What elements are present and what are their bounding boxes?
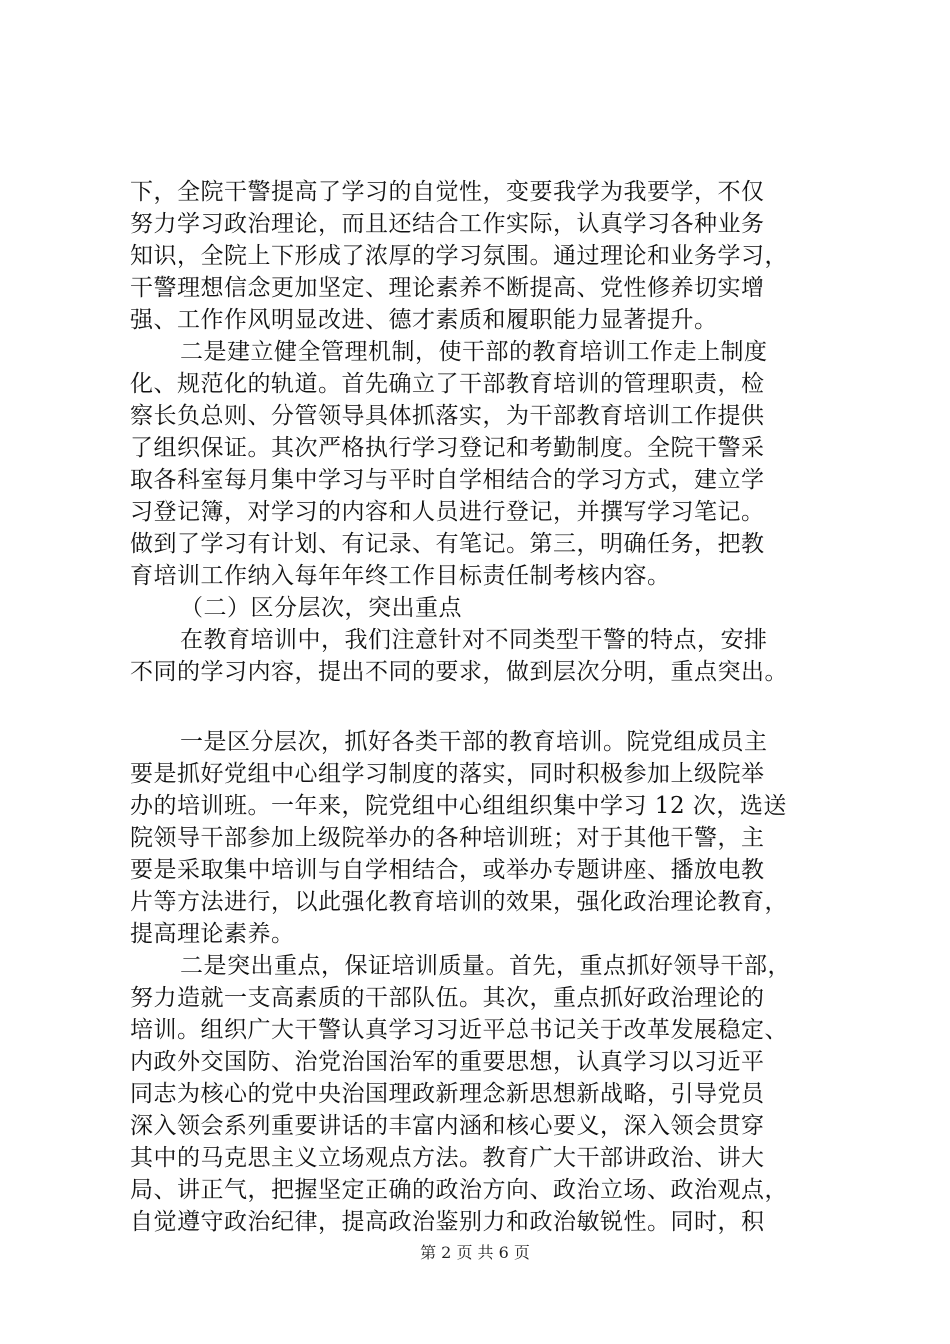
text-line: 深入领会系列重要讲话的丰富内涵和核心要义，深入领会贯穿 (130, 1113, 765, 1139)
paragraph-spacer (130, 688, 830, 726)
text-line: 了组织保证。其次严格执行学习登记和考勤制度。全院干警采 (130, 435, 765, 461)
paragraph-levels (130, 726, 830, 950)
page-footer (0, 1243, 950, 1263)
text-line: 一是区分层次，抓好各类干部的教育培训。院党组成员主 (180, 729, 768, 755)
text-line: 二是突出重点，保证培训质量。首先，重点抓好领导干部， (180, 953, 791, 979)
text-line: 其中的马克思主义立场观点方法。教育广大干部讲政治、讲大 (130, 1145, 765, 1171)
text-line: 要是采取集中培训与自学相结合，或举办专题讲座、播放电教 (130, 857, 765, 883)
text-line: 提高理论素养。 (130, 921, 295, 947)
text-line: 下，全院干警提高了学习的自觉性，变要我学为我要学，不仅 (130, 179, 765, 205)
text-line: 同志为核心的党中央治国理政新理念新思想新战略，引导党员 (130, 1081, 765, 1107)
text-line: 要是抓好党组中心组学习制度的落实，同时积极参加上级院举 (130, 761, 765, 787)
text-line: 强、工作作风明显改进、德才素质和履职能力显著提升。 (130, 307, 718, 333)
text-line: 片等方法进行，以此强化教育培训的效果，强化政治理论教育， (130, 889, 788, 915)
text-line: 局、讲正气，把握坚定正确的政治方向、政治立场、政治观点， (130, 1177, 788, 1203)
paragraph-intro (130, 624, 830, 688)
text-line: 院领导干部参加上级院举办的各种培训班；对于其他干警，主 (130, 825, 765, 851)
text-line: 不同的学习内容，提出不同的要求，做到层次分明，重点突出。 (130, 659, 788, 685)
text-line: 二是建立健全管理机制，使干部的教育培训工作走上制度 (180, 339, 768, 365)
text-line: 自觉遵守政治纪律，提高政治鉴别力和政治敏锐性。同时，积 (130, 1209, 765, 1235)
text-line: 内政外交国防、治党治国治军的重要思想，认真学习以习近平 (130, 1049, 765, 1075)
text-line: 干警理想信念更加坚定、理论素养不断提高、党性修养切实增 (130, 275, 765, 301)
text-line: 化、规范化的轨道。首先确立了干部教育培训的管理职责，检 (130, 371, 765, 397)
text-line: 做到了学习有计划、有记录、有笔记。第三，明确任务，把教 (130, 531, 765, 557)
paragraph-continuation (130, 176, 830, 336)
text-line: 在教育培训中，我们注意针对不同类型干警的特点，安排 (180, 627, 768, 653)
text-line: 努力学习政治理论，而且还结合工作实际，认真学习各种业务 (130, 211, 765, 237)
text-line: 培训。组织广大干警认真学习习近平总书记关于改革发展稳定、 (130, 1017, 788, 1043)
page-number-label: 第 2 页 共 6 页 (420, 1243, 530, 1262)
text-line: 努力造就一支高素质的干部队伍。其次，重点抓好政治理论的 (130, 985, 765, 1011)
document-body (130, 176, 830, 1238)
paragraph-key-points (130, 950, 830, 1238)
text-line: 办的培训班。一年来，院党组中心组组织集中学习 12 次，选送 (130, 793, 787, 819)
text-line: 察长负总则、分管领导具体抓落实，为干部教育培训工作提供 (130, 403, 765, 429)
paragraph-management-mechanism (130, 336, 830, 592)
text-line: 取各科室每月集中学习与平时自学相结合的学习方式，建立学 (130, 467, 765, 493)
text-line: 习登记簿，对学习的内容和人员进行登记，并撰写学习笔记。 (130, 499, 765, 525)
text-line: 知识，全院上下形成了浓厚的学习氛围。通过理论和业务学习， (130, 243, 788, 269)
text-line: 育培训工作纳入每年年终工作目标责任制考核内容。 (130, 563, 671, 589)
section-heading: （二）区分层次，突出重点 (180, 595, 462, 621)
